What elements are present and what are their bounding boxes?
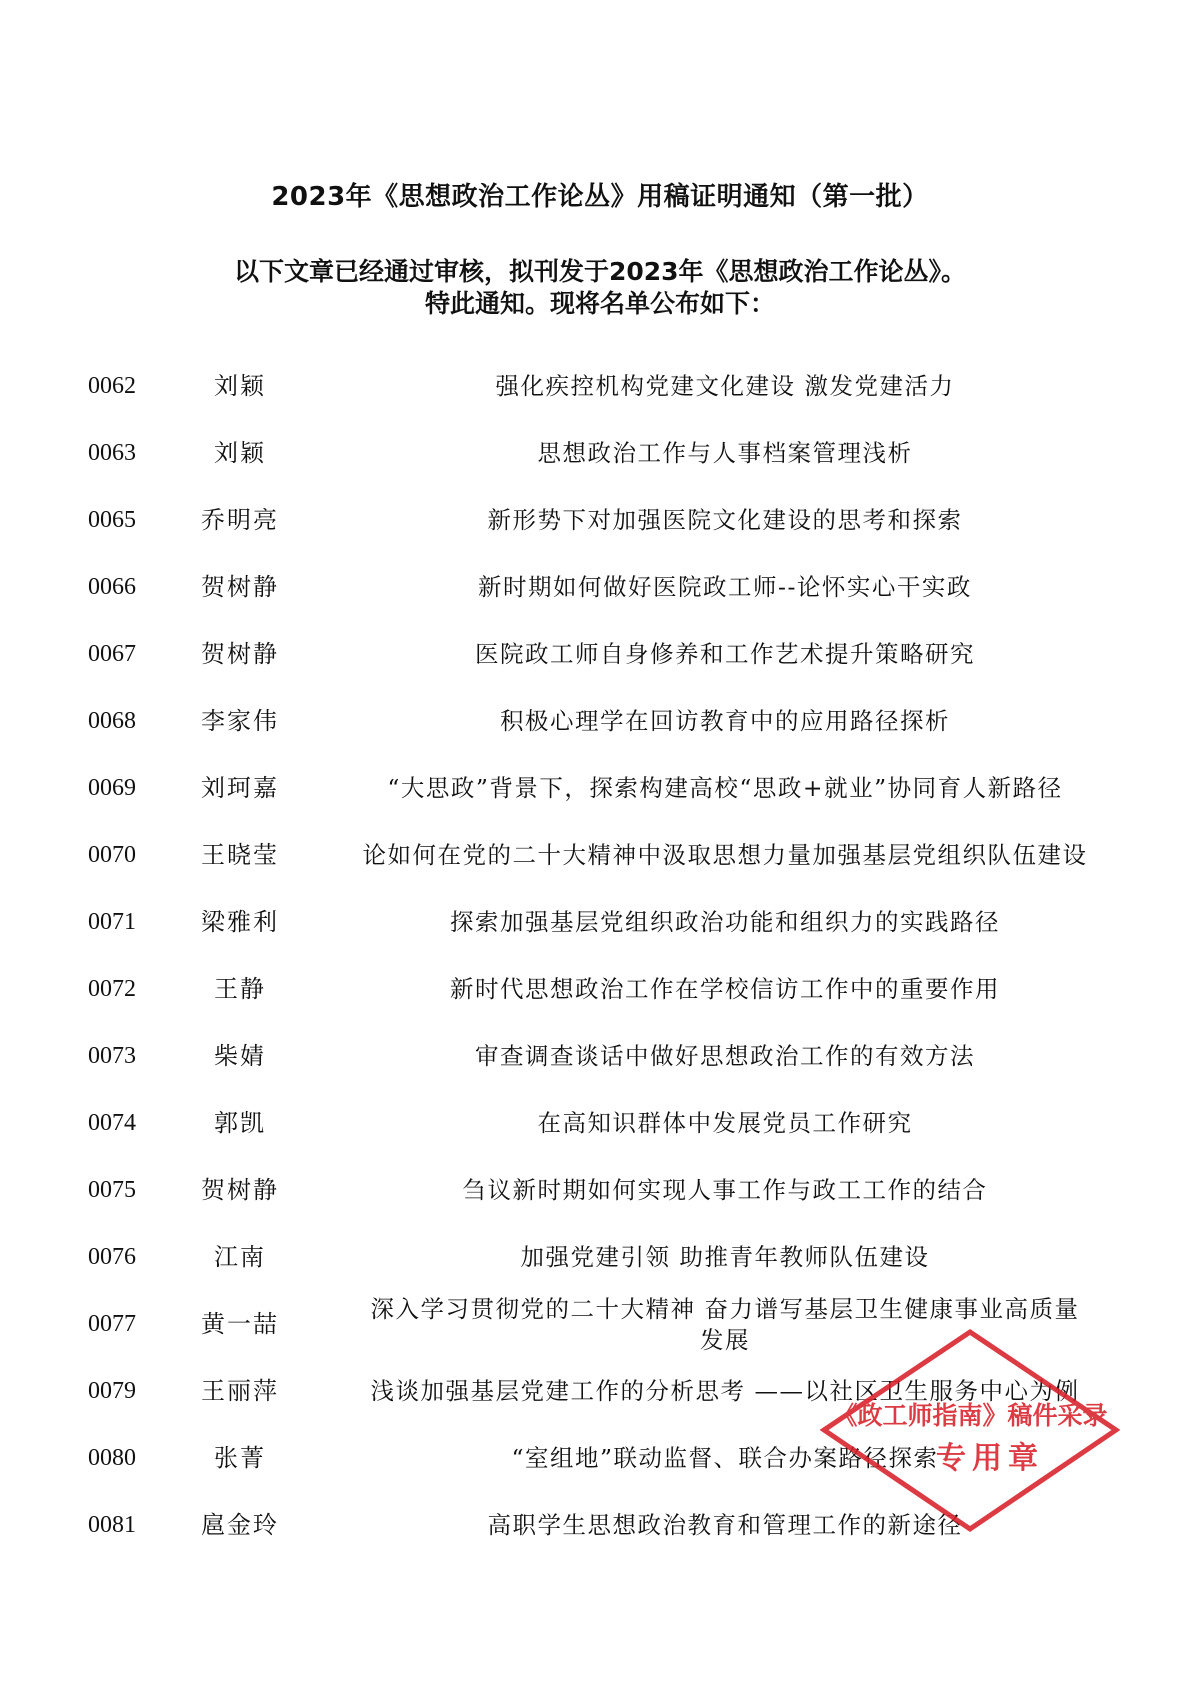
official-seal bbox=[820, 1328, 1120, 1533]
article-title bbox=[330, 889, 1120, 956]
author-name: 黄一喆 bbox=[201, 1310, 279, 1338]
article-title-text: 审查调查谈话中做好思想政治工作的有效方法 bbox=[475, 1042, 975, 1070]
intro-text bbox=[0, 256, 1200, 320]
article-title-text: 新时期如何做好医院政工师--论怀实心干实政 bbox=[478, 573, 972, 601]
author-name: 张菁 bbox=[214, 1444, 266, 1472]
seal-graphic bbox=[820, 1328, 1120, 1533]
author-name: 王静 bbox=[214, 975, 266, 1003]
article-title-text: 探索加强基层党组织政治功能和组织力的实践路径 bbox=[450, 908, 1000, 936]
entry-number: 0077 bbox=[88, 1311, 136, 1337]
author-name: 刘颖 bbox=[214, 372, 266, 400]
article-title bbox=[330, 755, 1120, 822]
article-title-text: 浅谈加强基层党建工作的分析思考 ——以社区卫生服务中心为例 bbox=[370, 1377, 1080, 1405]
author-name: 刘颖 bbox=[214, 439, 266, 467]
author-name: 扈金玲 bbox=[201, 1511, 279, 1539]
entry-number: 0076 bbox=[88, 1244, 136, 1270]
entry-number: 0073 bbox=[88, 1043, 136, 1069]
article-title bbox=[330, 487, 1120, 554]
author-name: 王晓莹 bbox=[201, 841, 279, 869]
entry-number: 0062 bbox=[88, 373, 136, 399]
author-name: 郭凯 bbox=[214, 1109, 266, 1137]
article-title-text: 深入学习贯彻党的二十大精神 奋力谱写基层卫生健康事业高质量 bbox=[370, 1294, 1080, 1323]
article-title bbox=[330, 1023, 1120, 1090]
seal-text-line2: 专用章 bbox=[936, 1441, 1044, 1476]
article-title-text: “室组地”联动监督、联合办案路径探索 bbox=[511, 1444, 939, 1472]
list-item bbox=[0, 822, 1200, 889]
seal-text-line1: 《政工师指南》稿件采录 bbox=[832, 1401, 1108, 1430]
article-title-text: “大思政”背景下，探索构建高校“思政+就业”协同育人新路径 bbox=[387, 774, 1063, 802]
article-title-text: 新形势下对加强医院文化建设的思考和探索 bbox=[487, 506, 963, 534]
author-name: 刘珂嘉 bbox=[201, 774, 279, 802]
article-title-text: 医院政工师自身修养和工作艺术提升策略研究 bbox=[475, 640, 975, 668]
article-title-text: 刍议新时期如何实现人事工作与政工工作的结合 bbox=[462, 1176, 988, 1204]
list-item bbox=[0, 1224, 1200, 1291]
entry-number: 0067 bbox=[88, 641, 136, 667]
article-title-text: 强化疾控机构党建文化建设 激发党建活力 bbox=[495, 372, 955, 400]
article-title bbox=[330, 688, 1120, 755]
article-title bbox=[330, 956, 1120, 1023]
article-title-text: 新时代思想政治工作在学校信访工作中的重要作用 bbox=[450, 975, 1000, 1003]
author-name: 贺树静 bbox=[201, 1176, 279, 1204]
article-title-text: 思想政治工作与人事档案管理浅析 bbox=[537, 439, 913, 467]
article-title bbox=[330, 621, 1120, 688]
author-name: 贺树静 bbox=[201, 573, 279, 601]
article-title bbox=[330, 420, 1120, 487]
article-title bbox=[330, 554, 1120, 621]
author-name: 江南 bbox=[214, 1243, 266, 1271]
list-item bbox=[0, 621, 1200, 688]
seal-border bbox=[824, 1332, 1116, 1529]
article-title-text: 论如何在党的二十大精神中汲取思想力量加强基层党组织队伍建设 bbox=[362, 841, 1088, 869]
entry-number: 0071 bbox=[88, 909, 136, 935]
entry-number: 0070 bbox=[88, 842, 136, 868]
article-title-text: 积极心理学在回访教育中的应用路径探析 bbox=[500, 707, 950, 735]
entry-number: 0069 bbox=[88, 775, 136, 801]
list-item bbox=[0, 420, 1200, 487]
document-title: 2023年《思想政治工作论丛》用稿证明通知（第一批） bbox=[271, 182, 929, 212]
entry-number: 0079 bbox=[88, 1378, 136, 1404]
article-title bbox=[330, 822, 1120, 889]
list-item bbox=[0, 1157, 1200, 1224]
article-title bbox=[330, 353, 1120, 420]
article-title-text: 高职学生思想政治教育和管理工作的新途径 bbox=[487, 1511, 963, 1539]
article-title bbox=[330, 1090, 1120, 1157]
intro-line-1: 以下文章已经通过审核，拟刊发于2023年《思想政治工作论丛》。 bbox=[233, 257, 967, 286]
entry-number: 0072 bbox=[88, 976, 136, 1002]
entry-number: 0080 bbox=[88, 1445, 136, 1471]
entry-number: 0074 bbox=[88, 1110, 136, 1136]
list-item bbox=[0, 353, 1200, 420]
article-title bbox=[330, 1224, 1120, 1291]
author-name: 柴婧 bbox=[214, 1042, 266, 1070]
article-title-text: 在高知识群体中发展党员工作研究 bbox=[537, 1109, 913, 1137]
list-item bbox=[0, 1090, 1200, 1157]
list-item bbox=[0, 554, 1200, 621]
article-title-text: 加强党建引领 助推青年教师队伍建设 bbox=[520, 1243, 930, 1271]
author-name: 梁雅利 bbox=[201, 908, 279, 936]
list-item bbox=[0, 956, 1200, 1023]
author-name: 乔明亮 bbox=[201, 506, 279, 534]
entry-number: 0081 bbox=[88, 1512, 136, 1538]
author-name: 王丽萍 bbox=[201, 1377, 279, 1405]
author-name: 李家伟 bbox=[201, 707, 279, 735]
entry-number: 0063 bbox=[88, 440, 136, 466]
entry-number: 0065 bbox=[88, 507, 136, 533]
article-title bbox=[330, 1157, 1120, 1224]
entry-number: 0075 bbox=[88, 1177, 136, 1203]
entry-number: 0068 bbox=[88, 708, 136, 734]
entry-number: 0066 bbox=[88, 574, 136, 600]
list-item bbox=[0, 889, 1200, 956]
author-name: 贺树静 bbox=[201, 640, 279, 668]
intro-line-2: 特此通知。现将名单公布如下： bbox=[424, 289, 775, 318]
article-title-text-line2: 发展 bbox=[699, 1325, 750, 1354]
list-item bbox=[0, 487, 1200, 554]
list-item bbox=[0, 755, 1200, 822]
list-item bbox=[0, 688, 1200, 755]
list-item bbox=[0, 1023, 1200, 1090]
